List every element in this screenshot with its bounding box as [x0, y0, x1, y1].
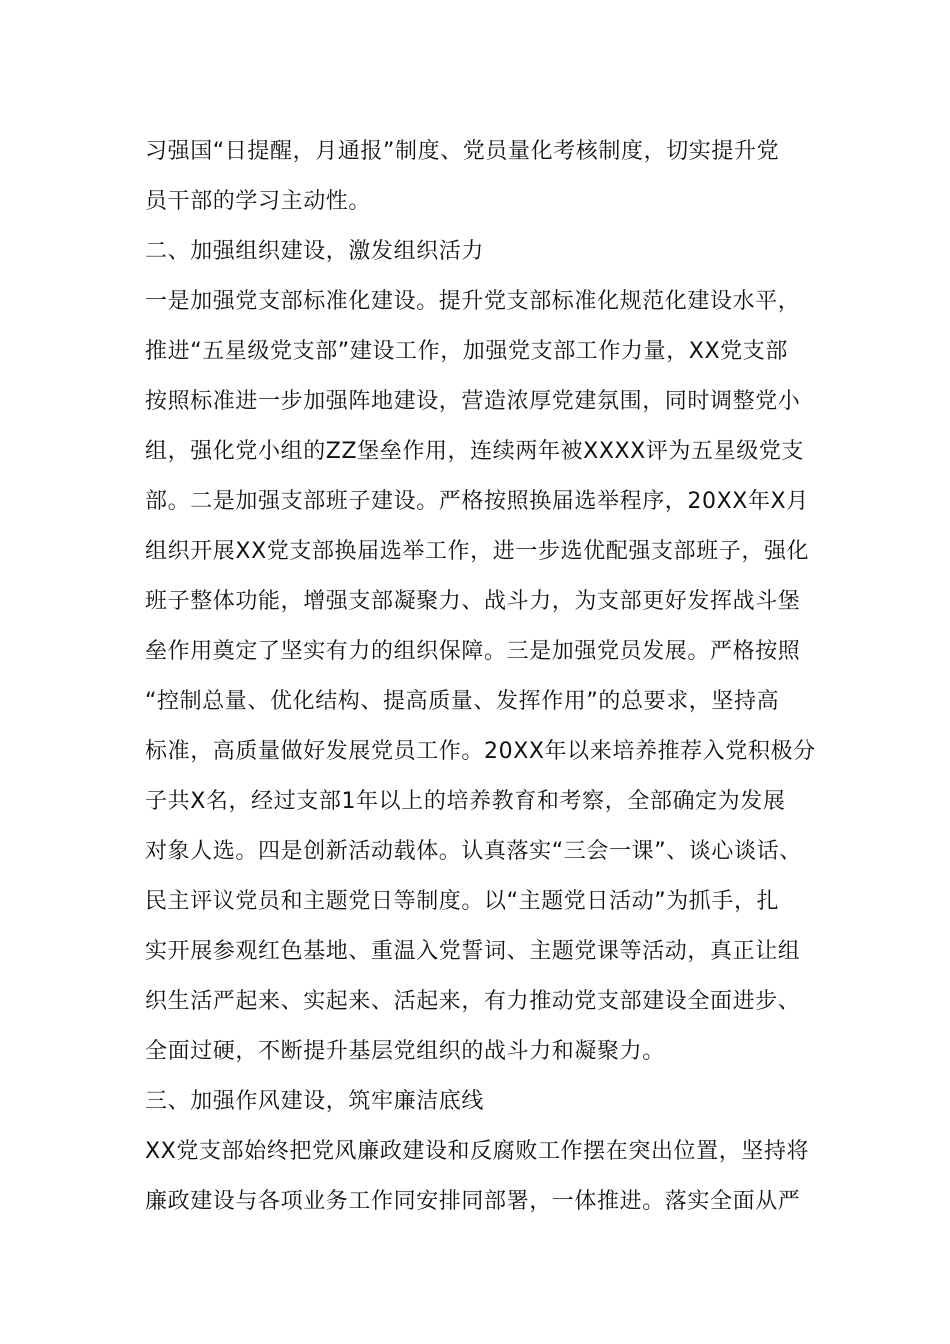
text-line: 子共X名，经过支部1年以上的培养教育和考察，全部确定为发展: [145, 789, 786, 814]
text-line: 组织开展XX党支部换届选举工作，进一步选优配强支部班子，强化: [145, 539, 810, 564]
text-line: “控制总量、优化结构、提高质量、发挥作用”的总要求，坚持高: [145, 689, 780, 714]
section-heading: 二、加强组织建设，激发组织活力: [145, 239, 485, 264]
text-line: 员干部的学习主动性。: [145, 189, 372, 214]
text-line: 班子整体功能，增强支部凝聚力、战斗力，为支部更好发挥战斗堡: [145, 589, 801, 614]
text-line: 推进“五星级党支部”建设工作，加强党支部工作力量，XX党支部: [145, 339, 788, 364]
text-line: 廉政建设与各项业务工作同安排同部署，一体推进。落实全面从严: [145, 1189, 801, 1214]
text-line: 一是加强党支部标准化建设。提升党支部标准化规范化建设水平，: [145, 289, 801, 314]
text-line: 民主评议党员和主题党日等制度。以“主题党日活动”为抓手，扎: [145, 889, 780, 914]
section-heading: 三、加强作风建设，筑牢廉洁底线: [145, 1089, 485, 1114]
text-line: 织生活严起来、实起来、活起来，有力推动党支部建设全面进步、: [145, 989, 801, 1014]
text-line: 对象人选。四是创新活动载体。认真落实“三会一课”、谈心谈话、: [145, 839, 802, 864]
text-line: 部。二是加强支部班子建设。严格按照换届选举程序，20XX年X月: [145, 489, 809, 514]
text-line: XX党支部始终把党风廉政建设和反腐败工作摆在突出位置，坚持将: [145, 1139, 810, 1164]
text-line: 标准，高质量做好发展党员工作。20XX年以来培养推荐入党积极分: [145, 739, 816, 764]
text-line: 习强国“日提醒，月通报”制度、党员量化考核制度，切实提升党: [145, 139, 780, 164]
text-line: 组，强化党小组的ZZ堡垒作用，连续两年被XXXX评为五星级党支: [145, 439, 805, 464]
text-line: 全面过硬，不断提升基层党组织的战斗力和凝聚力。: [145, 1039, 665, 1064]
text-line: 实开展参观红色基地、重温入党誓词、主题党课等活动，真正让组: [145, 939, 801, 964]
text-line: 垒作用奠定了坚实有力的组织保障。三是加强党员发展。严格按照: [145, 639, 801, 664]
text-line: 按照标准进一步加强阵地建设，营造浓厚党建氛围，同时调整党小: [145, 389, 801, 414]
